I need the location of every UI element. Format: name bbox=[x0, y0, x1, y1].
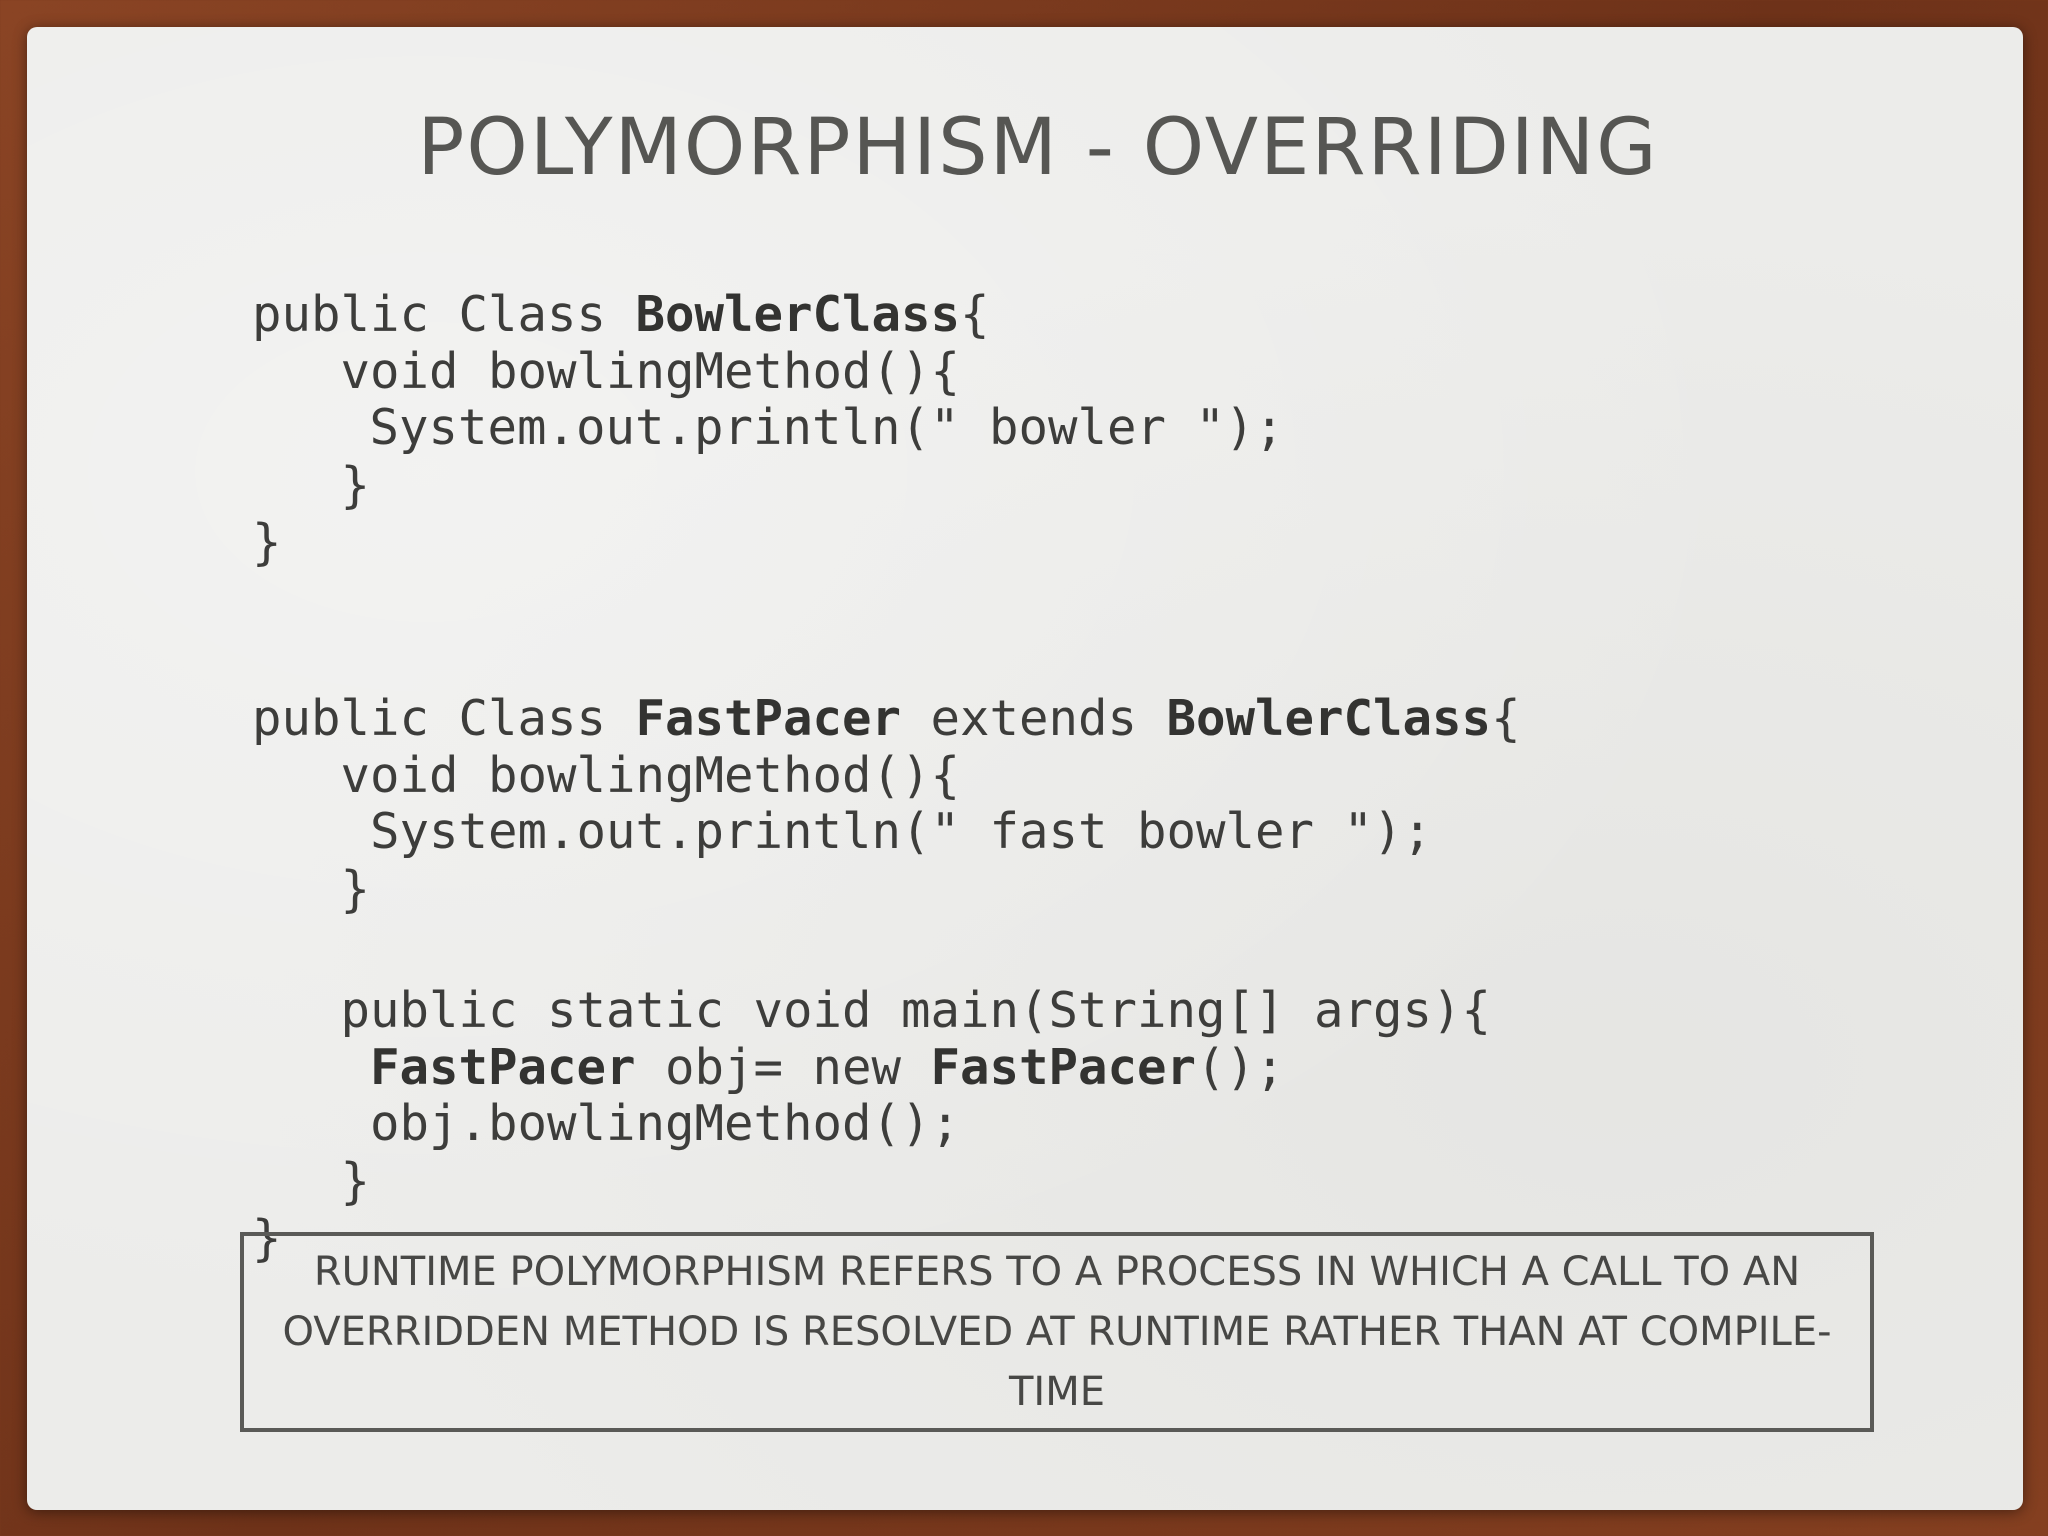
code-line: } bbox=[252, 861, 371, 918]
code-class-name: BowlerClass bbox=[1166, 690, 1492, 747]
code-text: obj= new bbox=[635, 1039, 931, 1096]
definition-text: RUNTIME POLYMORPHISM REFERS TO A PROCESS IN WHICH A CALL TO AN OVERRIDDEN METHOD IS RESOLVED AT RUNTIME RATHER THAN AT COMPILE-TIME bbox=[282, 1249, 1832, 1415]
code-text: extends bbox=[901, 690, 1167, 747]
code-line: void bowlingMethod(){ bbox=[252, 747, 961, 804]
code-line: } bbox=[252, 1153, 371, 1210]
code-line: } bbox=[252, 514, 282, 571]
code-text: { bbox=[960, 286, 990, 343]
code-text: { bbox=[1491, 690, 1521, 747]
code-line: } bbox=[252, 1210, 282, 1267]
code-line bbox=[252, 286, 990, 344]
code-text bbox=[252, 1039, 370, 1096]
code-line bbox=[252, 1039, 1285, 1097]
code-class-name: BowlerClass bbox=[635, 286, 961, 343]
code-class-name: FastPacer bbox=[930, 1039, 1197, 1096]
code-class-name: FastPacer bbox=[370, 1039, 636, 1096]
code-line: } bbox=[252, 457, 371, 514]
code-text: System.out.println(" bowler "); bbox=[222, 399, 1285, 456]
code-block bbox=[222, 286, 1521, 1267]
code-text: public Class bbox=[252, 690, 636, 747]
code-line: System.out.println(" fast bowler "); bbox=[252, 803, 1433, 860]
code-line: public static void main(String[] args){ bbox=[252, 982, 1492, 1039]
code-line: void bowlingMethod(){ bbox=[252, 343, 961, 400]
slide-title: POLYMORPHISM - OVERRIDING bbox=[417, 103, 1659, 193]
definition-box bbox=[240, 1232, 1874, 1432]
code-line bbox=[222, 399, 1285, 457]
code-text: public Class bbox=[252, 286, 636, 343]
code-text: (); bbox=[1196, 1039, 1285, 1096]
code-class-name: FastPacer bbox=[635, 690, 902, 747]
code-line: obj.bowlingMethod(); bbox=[252, 1095, 961, 1152]
code-line bbox=[252, 690, 1521, 748]
